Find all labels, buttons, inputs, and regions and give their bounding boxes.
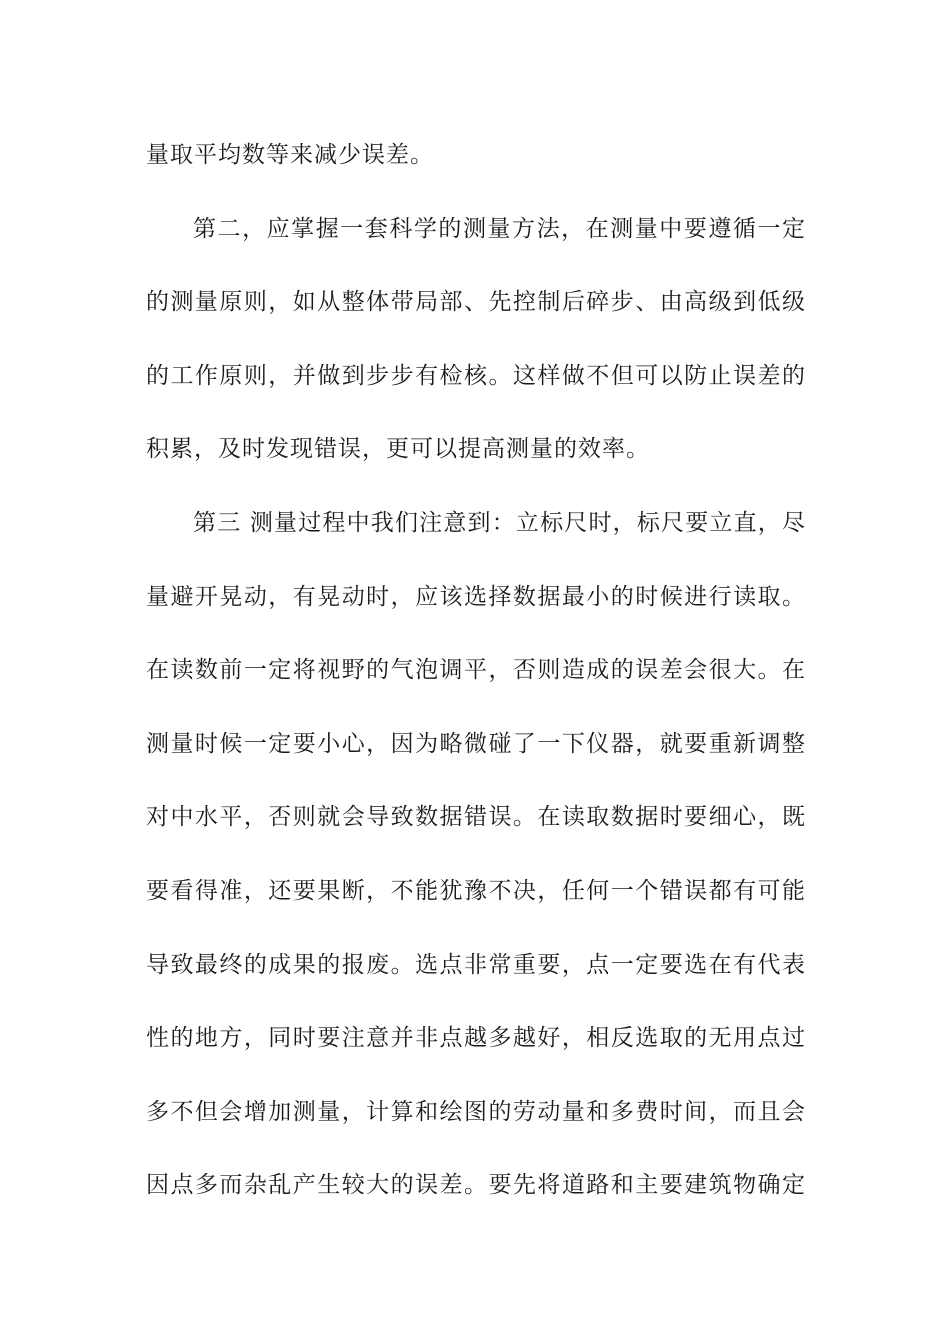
text-line-4: 的工作原则，并做到步步有检核。这样做不但可以防止误差的 <box>146 362 806 389</box>
text-line-11: 要看得准，还要果断，不能犹豫不决，任何一个错误都有可能 <box>146 877 806 904</box>
text-line-8: 在读数前一定将视野的气泡调平，否则造成的误差会很大。在 <box>146 657 806 684</box>
text-line-10: 对中水平，否则就会导致数据错误。在读取数据时要细心，既 <box>146 804 806 831</box>
text-line-2: 第二，应掌握一套科学的测量方法，在测量中要遵循一定 <box>193 215 806 242</box>
text-line-5: 积累，及时发现错误，更可以提高测量的效率。 <box>146 436 650 463</box>
text-line-1: 量取平均数等来减少误差。 <box>146 142 434 168</box>
text-line-12: 导致最终的成果的报废。选点非常重要，点一定要选在有代表 <box>146 951 806 978</box>
text-line-14: 多不但会增加测量，计算和绘图的劳动量和多费时间，而且会 <box>146 1098 806 1125</box>
text-line-6: 第三 测量过程中我们注意到：立标尺时，标尺要立直，尽 <box>193 509 806 536</box>
text-line-3: 的测量原则，如从整体带局部、先控制后碎步、由高级到低级 <box>146 289 806 316</box>
text-line-9: 测量时候一定要小心，因为略微碰了一下仪器，就要重新调整 <box>146 730 806 757</box>
text-line-13: 性的地方，同时要注意并非点越多越好，相反选取的无用点过 <box>146 1025 806 1052</box>
text-line-15: 因点多而杂乱产生较大的误差。要先将道路和主要建筑物确定 <box>146 1172 806 1199</box>
body-text <box>146 132 806 1236</box>
text-line-7: 量避开晃动，有晃动时，应该选择数据最小的时候进行读取。 <box>146 583 806 610</box>
